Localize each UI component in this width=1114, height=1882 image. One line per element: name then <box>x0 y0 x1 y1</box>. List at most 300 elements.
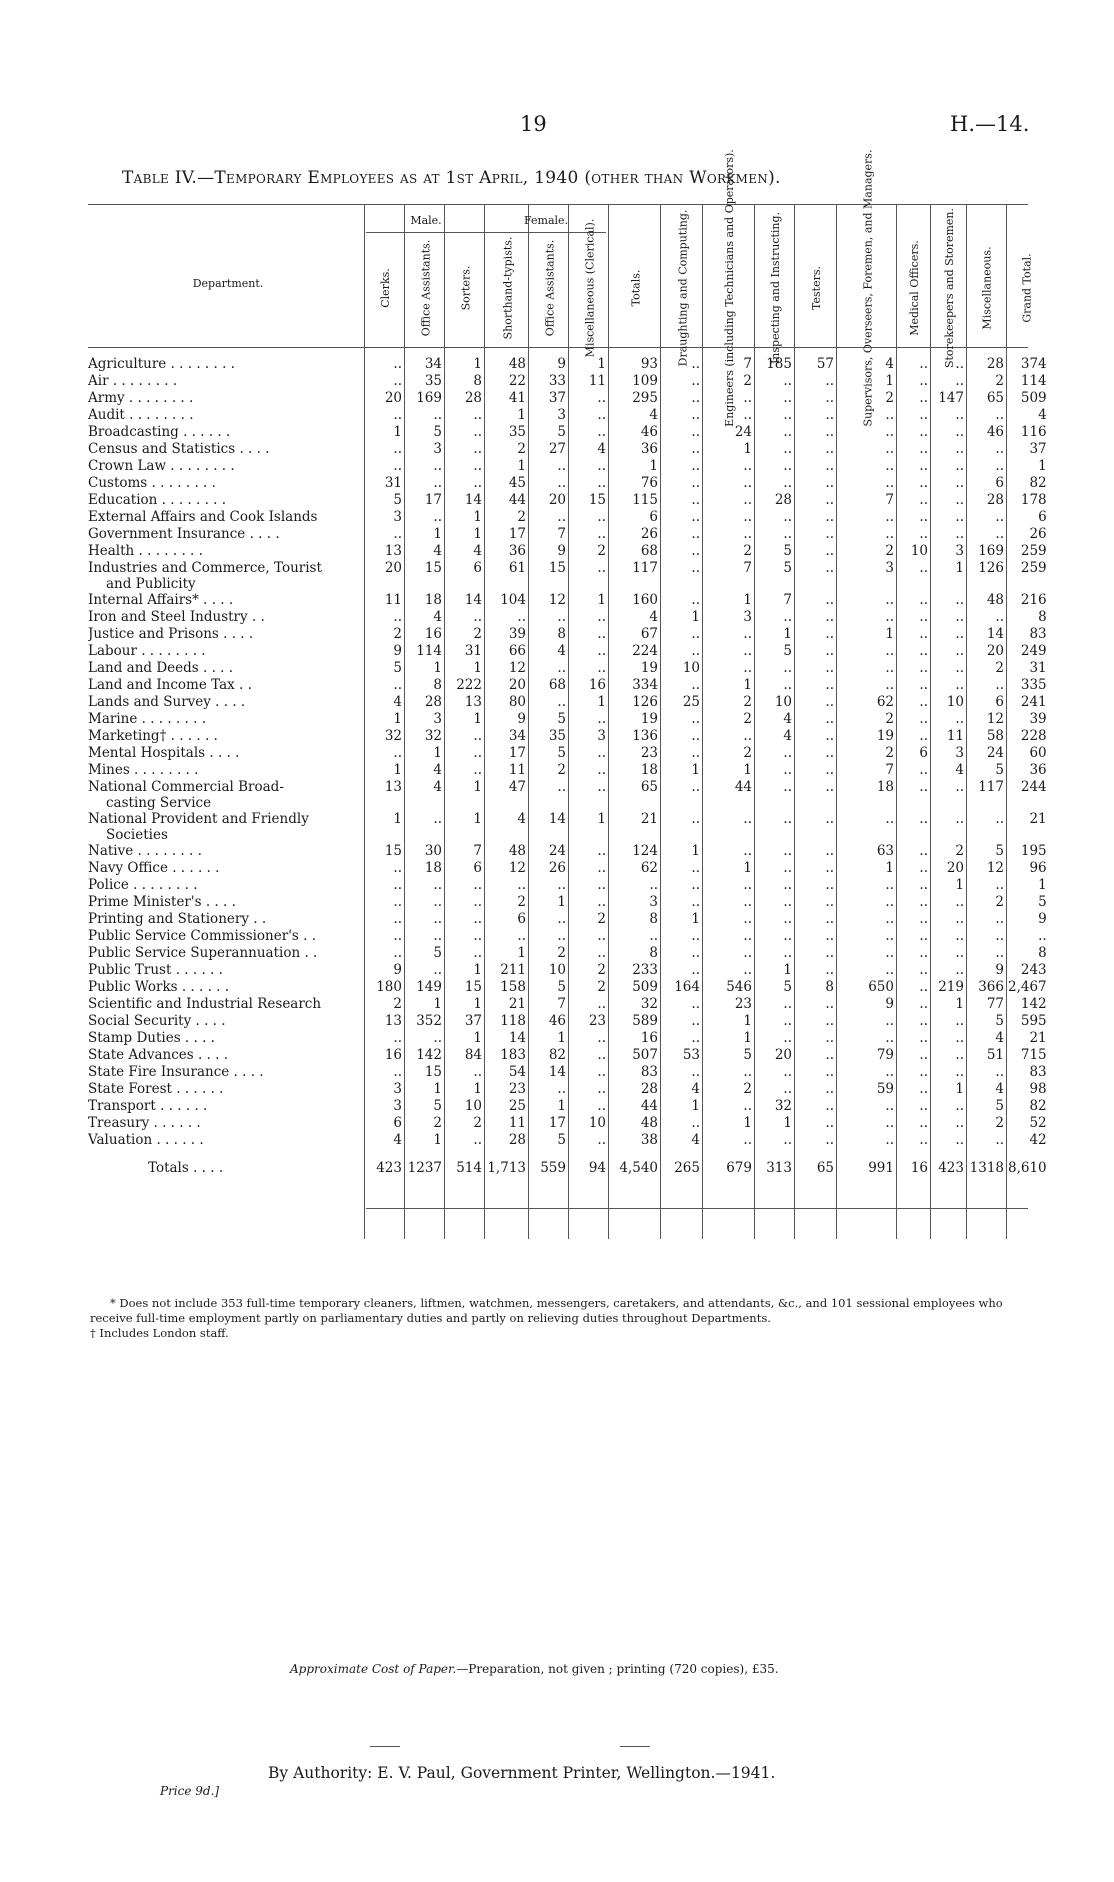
table-cell: .. <box>825 1064 834 1080</box>
table-row <box>88 560 1051 577</box>
table-cell: .. <box>783 509 792 525</box>
table-cell: .. <box>955 407 964 423</box>
table-cell: 126 <box>978 560 1004 576</box>
table-cell: 1 <box>433 996 442 1012</box>
table-cell: 21 <box>640 811 658 827</box>
table-cell: .. <box>597 860 606 876</box>
table-cell: .. <box>433 811 442 827</box>
table-cell: 295 <box>632 390 658 406</box>
table-row <box>88 609 1051 626</box>
table-cell: .. <box>825 711 834 727</box>
table-cell: .. <box>393 928 402 944</box>
table-cell: .. <box>919 475 928 491</box>
cost-note-text: —Preparation, not given ; printing (720 copies), £35. <box>456 1662 779 1676</box>
table-cell: 15 <box>588 492 606 508</box>
table-cell: 1 <box>473 1030 482 1046</box>
table-row <box>88 694 1051 711</box>
table-cell: .. <box>783 390 792 406</box>
col-header-office-assistants-m <box>406 232 446 344</box>
table-cell: 77 <box>986 996 1004 1012</box>
col-header-sorters <box>446 232 486 344</box>
table-title <box>122 168 781 188</box>
table-cell: 1 <box>473 962 482 978</box>
table-cell: .. <box>955 373 964 389</box>
table-cell: 83 <box>1029 1064 1047 1080</box>
table-cell: 115 <box>632 492 658 508</box>
department-name: Customs . . . . . . . . <box>88 475 216 491</box>
department-name: and Publicity <box>106 577 196 592</box>
table-cell: 3 <box>557 407 566 423</box>
table-cell: .. <box>557 660 566 676</box>
table-cell: 9 <box>557 543 566 559</box>
table-cell: 20 <box>548 492 566 508</box>
department-name: Treasury . . . . . . <box>88 1115 201 1131</box>
table-cell: 23 <box>640 745 658 761</box>
table-cell: .. <box>995 609 1004 625</box>
table-cell <box>838 828 898 843</box>
table-cell: .. <box>783 1132 792 1148</box>
totals-cell: 514 <box>456 1160 482 1176</box>
table-cell: .. <box>597 762 606 778</box>
table-cell: 1 <box>885 626 894 642</box>
table-cell: 5 <box>557 745 566 761</box>
table-cell: .. <box>919 779 928 795</box>
col-header-testers <box>796 232 838 344</box>
table-cell: 10 <box>946 694 964 710</box>
table-cell <box>366 577 406 592</box>
table-cell: 211 <box>500 962 526 978</box>
table-cell: .. <box>885 877 894 893</box>
table-cell <box>1008 796 1051 811</box>
table-cell: .. <box>825 560 834 576</box>
table-cell <box>968 577 1008 592</box>
col-header-text: Storekeepers and Storemen. <box>943 207 957 369</box>
table-cell: .. <box>597 1098 606 1114</box>
table-cell: .. <box>473 609 482 625</box>
table-cell: 2 <box>597 962 606 978</box>
table-cell: .. <box>597 660 606 676</box>
table-cell: 42 <box>1029 1132 1047 1148</box>
table-cell: 228 <box>1020 728 1047 744</box>
table-cell: .. <box>825 962 834 978</box>
table-cell: 1 <box>393 811 402 827</box>
table-cell: 22 <box>508 373 526 389</box>
table-cell: 7 <box>885 492 894 508</box>
table-cell: .. <box>919 1047 928 1063</box>
table-cell: .. <box>995 1132 1004 1148</box>
table-cell: .. <box>919 660 928 676</box>
table-cell: 142 <box>1020 996 1047 1012</box>
table-cell: .. <box>433 894 442 910</box>
table-cell: .. <box>919 1098 928 1114</box>
table-cell: 2 <box>597 979 606 995</box>
table-cell: 4 <box>995 1081 1004 1097</box>
table-cell: .. <box>743 928 752 944</box>
table-cell: .. <box>825 1030 834 1046</box>
table-cell: .. <box>955 356 964 372</box>
table-cell: .. <box>393 860 402 876</box>
table-cell: .. <box>743 945 752 961</box>
table-cell: .. <box>885 609 894 625</box>
table-cell: .. <box>995 458 1004 474</box>
table-cell: 65 <box>640 779 658 795</box>
table-cell: 5 <box>557 711 566 727</box>
table-cell: .. <box>743 811 752 827</box>
totals-cell: 559 <box>540 1160 566 1176</box>
table-cell: .. <box>783 996 792 1012</box>
table-cell: .. <box>919 390 928 406</box>
totals-cell: 1,713 <box>487 1160 526 1176</box>
table-cell: 6 <box>919 745 928 761</box>
table-cell: .. <box>955 626 964 642</box>
table-cell: 10 <box>464 1098 482 1114</box>
table-cell: .. <box>473 945 482 961</box>
table-cell: 160 <box>632 592 658 608</box>
table-cell: 2 <box>885 745 894 761</box>
table-cell: 32 <box>424 728 442 744</box>
table-cell: 185 <box>766 356 792 372</box>
table-cell: 18 <box>640 762 658 778</box>
table-cell: .. <box>743 1098 752 1114</box>
table-cell: 65 <box>986 390 1004 406</box>
table-cell <box>796 796 838 811</box>
table-cell: 8 <box>825 979 834 995</box>
table-row <box>88 1030 1051 1047</box>
table-cell: .. <box>557 779 566 795</box>
col-header-text: Clerks. <box>378 268 392 308</box>
table-cell: 63 <box>876 843 894 859</box>
table-cell: .. <box>995 677 1004 693</box>
table-cell: 2 <box>955 843 964 859</box>
table-cell: 4 <box>433 762 442 778</box>
col-header-miscellaneous <box>968 232 1008 344</box>
table-cell: .. <box>955 1013 964 1029</box>
table-cell: 1 <box>955 560 964 576</box>
table-cell: .. <box>955 811 964 827</box>
table-cell: 53 <box>682 1047 700 1063</box>
table-cell: 142 <box>416 1047 442 1063</box>
table-cell <box>366 796 406 811</box>
table-cell: 104 <box>500 592 526 608</box>
table-cell: 4 <box>433 543 442 559</box>
table-cell: .. <box>955 1132 964 1148</box>
table-cell: 62 <box>876 694 894 710</box>
table-cell: .. <box>393 677 402 693</box>
table-cell: .. <box>691 945 700 961</box>
table-cell: 116 <box>1020 424 1047 440</box>
table-cell: .. <box>825 543 834 559</box>
table-cell: 509 <box>1020 390 1047 406</box>
table-row <box>88 728 1051 745</box>
footnote-star: * Does not include 353 full-time temporary cleaners, liftmen, watchmen, messengers, caretakers, and attendants, &c., and 101 sessional employees who receive full-time employment partly on parliamentary duties and partly on relieving duties throughout Departments. <box>90 1296 1003 1325</box>
table-cell: .. <box>825 728 834 744</box>
table-cell: 3 <box>743 609 752 625</box>
table-cell: 4 <box>1038 407 1047 423</box>
table-cell: 233 <box>632 962 658 978</box>
table-cell: 1 <box>691 1098 700 1114</box>
table-cell: 1 <box>557 1030 566 1046</box>
table-cell: .. <box>919 526 928 542</box>
department-name: Police . . . . . . . . <box>88 877 198 893</box>
table-cell: 5 <box>393 492 402 508</box>
col-header-supervisors <box>838 149 898 427</box>
table-cell <box>570 796 610 811</box>
table-cell: 14 <box>986 626 1004 642</box>
table-cell: 96 <box>1029 860 1047 876</box>
table-cell: .. <box>691 811 700 827</box>
department-name: Land and Income Tax . . <box>88 677 252 693</box>
table-cell: 1 <box>433 1081 442 1097</box>
table-cell <box>662 828 704 843</box>
table-cell: 41 <box>508 390 526 406</box>
table-cell: .. <box>393 1064 402 1080</box>
col-header-text: Medical Officers. <box>908 240 921 336</box>
table-cell: 46 <box>640 424 658 440</box>
table-cell: 25 <box>508 1098 526 1114</box>
ornament-rule-right <box>620 1746 650 1747</box>
table-cell: 2 <box>597 911 606 927</box>
table-cell: 1 <box>557 1098 566 1114</box>
table-cell: .. <box>955 1064 964 1080</box>
table-cell <box>610 796 662 811</box>
table-cell: .. <box>691 592 700 608</box>
table-cell: 15 <box>464 979 482 995</box>
table-cell: .. <box>955 779 964 795</box>
table-cell: .. <box>691 424 700 440</box>
employees-table <box>88 356 1051 1181</box>
table-cell: .. <box>825 441 834 457</box>
table-cell: 249 <box>1020 643 1047 659</box>
table-cell: 8 <box>473 373 482 389</box>
table-cell: .. <box>393 407 402 423</box>
col-header-totals <box>610 232 662 344</box>
table-cell: 30 <box>424 843 442 859</box>
table-cell <box>570 577 610 592</box>
table-cell: .. <box>955 660 964 676</box>
totals-cell: 313 <box>766 1160 792 1176</box>
table-cell: 20 <box>946 860 964 876</box>
table-cell <box>530 796 570 811</box>
table-cell: 11 <box>946 728 964 744</box>
department-name: Stamp Duties . . . . <box>88 1030 215 1046</box>
table-cell: 10 <box>774 694 792 710</box>
table-cell: 83 <box>1029 626 1047 642</box>
table-cell: 6 <box>1038 509 1047 525</box>
table-cell: 4 <box>473 543 482 559</box>
table-cell: 14 <box>548 1064 566 1080</box>
table-cell: 28 <box>640 1081 658 1097</box>
table-cell: 12 <box>508 860 526 876</box>
table-cell: 6 <box>995 694 1004 710</box>
table-cell: 19 <box>640 711 658 727</box>
table-cell: .. <box>995 945 1004 961</box>
table-cell: 1 <box>743 1013 752 1029</box>
table-cell: .. <box>743 1132 752 1148</box>
table-cell: 38 <box>640 1132 658 1148</box>
table-cell: 10 <box>548 962 566 978</box>
table-cell <box>838 577 898 592</box>
table-cell: .. <box>597 745 606 761</box>
table-row <box>88 711 1051 728</box>
department-name: Public Works . . . . . . <box>88 979 230 995</box>
table-cell: 16 <box>384 1047 402 1063</box>
totals-cell: 16 <box>910 1160 928 1176</box>
table-cell: 60 <box>1029 745 1047 761</box>
table-cell: 1 <box>691 911 700 927</box>
table-cell: 1 <box>473 509 482 525</box>
table-cell <box>704 577 756 592</box>
table-cell: .. <box>919 728 928 744</box>
table-cell: .. <box>885 441 894 457</box>
table-cell: .. <box>743 526 752 542</box>
table-cell: .. <box>691 626 700 642</box>
table-cell: 7 <box>885 762 894 778</box>
table-cell: .. <box>825 877 834 893</box>
table-cell: .. <box>825 996 834 1012</box>
table-cell: .. <box>919 356 928 372</box>
totals-cell: 94 <box>588 1160 606 1176</box>
table-cell: .. <box>825 509 834 525</box>
table-cell: .. <box>433 475 442 491</box>
table-cell: .. <box>691 373 700 389</box>
table-cell: .. <box>433 877 442 893</box>
table-cell <box>406 796 446 811</box>
table-cell: 2 <box>743 711 752 727</box>
table-cell: 1 <box>743 592 752 608</box>
table-cell: 48 <box>986 592 1004 608</box>
table-cell: 32 <box>384 728 402 744</box>
ornament-rule-left <box>370 1746 400 1747</box>
table-cell: 26 <box>548 860 566 876</box>
table-cell: 37 <box>464 1013 482 1029</box>
table-cell: .. <box>473 407 482 423</box>
table-cell: .. <box>955 1098 964 1114</box>
col-header-text: Grand Total. <box>1021 253 1035 323</box>
department-name: Valuation . . . . . . <box>88 1132 204 1148</box>
table-cell: 259 <box>1020 560 1047 576</box>
table-cell: .. <box>597 1081 606 1097</box>
department-name: Prime Minister's . . . . <box>88 894 236 910</box>
table-cell: .. <box>995 509 1004 525</box>
table-cell: 2 <box>995 373 1004 389</box>
table-cell: .. <box>557 458 566 474</box>
table-cell: 31 <box>1029 660 1047 676</box>
table-cell: 6 <box>517 911 526 927</box>
table-cell: .. <box>825 911 834 927</box>
table-cell: .. <box>743 475 752 491</box>
table-cell: 5 <box>557 1132 566 1148</box>
table-cell: .. <box>473 911 482 927</box>
table-row <box>88 643 1051 660</box>
table-cell: .. <box>919 492 928 508</box>
table-cell: .. <box>919 996 928 1012</box>
header-top-rule <box>88 204 1028 205</box>
table-cell: .. <box>743 660 752 676</box>
table-cell: 1 <box>743 1115 752 1131</box>
totals-label: Totals . . . . <box>148 1160 224 1176</box>
table-cell: 66 <box>508 643 526 659</box>
table-cell: .. <box>597 1030 606 1046</box>
table-cell: .. <box>597 945 606 961</box>
col-header-clerks <box>366 232 406 344</box>
table-cell: .. <box>393 894 402 910</box>
table-cell: .. <box>597 390 606 406</box>
table-cell: .. <box>691 860 700 876</box>
department-name: Social Security . . . . <box>88 1013 226 1029</box>
header-bottom-rule <box>88 347 1028 348</box>
table-cell: 9 <box>517 711 526 727</box>
table-cell: 169 <box>978 543 1004 559</box>
table-cell: .. <box>825 424 834 440</box>
table-cell: 5 <box>557 979 566 995</box>
table-cell <box>898 796 932 811</box>
table-cell: .. <box>825 1013 834 1029</box>
table-cell: 244 <box>1020 779 1047 795</box>
table-cell: 1 <box>955 1081 964 1097</box>
table-cell: 28 <box>424 694 442 710</box>
table-cell <box>610 828 662 843</box>
table-cell: 114 <box>1020 373 1047 389</box>
table-cell: 1 <box>691 762 700 778</box>
table-cell: .. <box>885 945 894 961</box>
table-cell: 51 <box>986 1047 1004 1063</box>
table-cell: 11 <box>588 373 606 389</box>
table-cell: .. <box>919 609 928 625</box>
table-cell: .. <box>825 745 834 761</box>
table-cell: .. <box>649 877 658 893</box>
col-header-text: Supervisors, Overseers, Foremen, and Managers. <box>861 149 874 427</box>
department-name: Transport . . . . . . <box>88 1098 208 1114</box>
table-cell: 334 <box>632 677 658 693</box>
table-cell: .. <box>473 1132 482 1148</box>
table-row <box>88 543 1051 560</box>
table-cell: 20 <box>774 1047 792 1063</box>
table-cell: .. <box>783 441 792 457</box>
table-cell: 5 <box>995 762 1004 778</box>
table-cell: 1 <box>473 811 482 827</box>
col-header-text: Testers. <box>810 266 823 310</box>
table-cell: 2 <box>743 1081 752 1097</box>
table-cell: 28 <box>986 356 1004 372</box>
table-cell: 36 <box>1029 762 1047 778</box>
table-cell: 1 <box>743 860 752 876</box>
table-cell: .. <box>743 894 752 910</box>
table-cell: .. <box>691 894 700 910</box>
table-cell: .. <box>433 962 442 978</box>
table-cell: .. <box>955 458 964 474</box>
table-cell: 11 <box>508 1115 526 1131</box>
table-cell: 44 <box>640 1098 658 1114</box>
table-cell: 34 <box>424 356 442 372</box>
totals-cell: 679 <box>726 1160 752 1176</box>
table-cell: .. <box>885 1030 894 1046</box>
table-cell: 19 <box>876 728 894 744</box>
table-cell: .. <box>597 894 606 910</box>
table-cell: .. <box>885 928 894 944</box>
table-cell: 1 <box>433 1132 442 1148</box>
table-cell: 15 <box>424 1064 442 1080</box>
col-header-text: Inspecting and Instructing. <box>769 211 782 365</box>
totals-cell: 423 <box>938 1160 964 1176</box>
totals-cell: 4,540 <box>619 1160 658 1176</box>
table-cell: .. <box>919 458 928 474</box>
table-row <box>88 996 1051 1013</box>
table-cell: 17 <box>508 745 526 761</box>
table-cell: 45 <box>508 475 526 491</box>
table-cell: .. <box>919 1132 928 1148</box>
table-cell: .. <box>691 526 700 542</box>
table-cell: 5 <box>783 643 792 659</box>
